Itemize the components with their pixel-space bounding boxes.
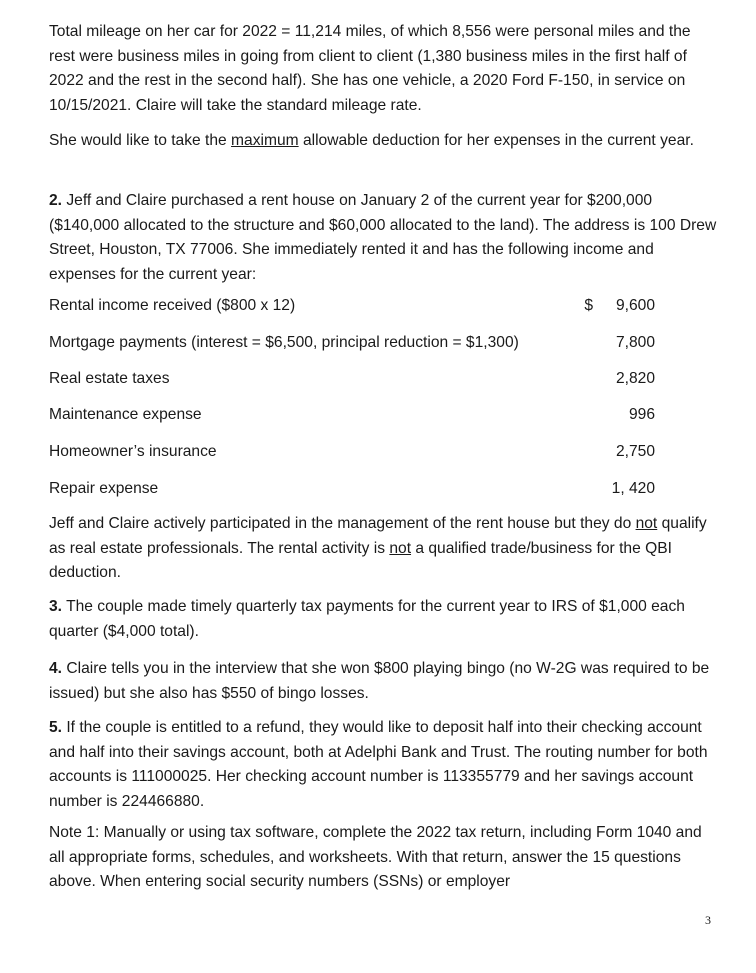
page-number: 3: [705, 913, 711, 927]
item-5-paragraph: [49, 716, 717, 814]
underlined-word: not: [389, 539, 412, 557]
row-amount: 2,820: [615, 370, 655, 387]
row-amount: 7,800: [615, 334, 655, 351]
item-3-paragraph: [49, 595, 717, 644]
table-row: [49, 367, 655, 391]
underlined-word: maximum: [231, 132, 299, 149]
row-amount: 2,750: [615, 443, 655, 460]
row-label: Maintenance expense: [49, 406, 202, 423]
item-number: 5.: [49, 719, 63, 736]
row-label: Repair expense: [49, 480, 159, 497]
table-row: [49, 477, 655, 501]
text-segment: a qualified trade/business for the QBI deduction.: [49, 539, 672, 581]
text-segment: She would like to take the: [49, 132, 232, 149]
row-amount: 1, 420: [611, 480, 655, 497]
note-1-paragraph: Note 1: Manually or using tax software, complete the 2022 tax return, including Form 1040 and all appropriate forms, schedules, and worksheets. With that return, answer the 15 questions above. When entering social security numbers (SSNs) or employer: [49, 824, 702, 890]
row-amount: 996: [628, 406, 655, 423]
text-segment: Jeff and Claire actively participated in the management of the rent house but they do: [49, 515, 636, 532]
row-label: Mortgage payments (interest = $6,500, principal reduction = $1,300): [49, 334, 519, 351]
text-segment: qualify as real estate professionals. The rental activity is: [49, 515, 707, 557]
row-amount: 9,600: [615, 297, 655, 314]
item-text: Claire tells you in the interview that she won $800 playing bingo (no W-2G was required to be issued) but she also has $550 of bingo losses.: [49, 660, 710, 702]
participation-paragraph: [49, 512, 717, 586]
table-row: [49, 294, 655, 318]
mileage-paragraph: Total mileage on her car for 2022 = 11,214 miles, of which 8,556 were personal miles and the rest were business miles in going from client to client (1,380 business miles in the first half of 2022 and the rest in the second half). She has one vehicle, a 2020 Ford F-150, in service on 10/15/2021. Claire will take the standard mileage rate.: [49, 23, 691, 114]
item-number: 4.: [49, 660, 63, 677]
table-row: [49, 440, 655, 464]
text-segment: allowable deduction for her expenses in the current year.: [298, 132, 694, 149]
item-text: The couple made timely quarterly tax payments for the current year to IRS of $1,000 each quarter ($4,000 total).: [49, 598, 685, 640]
item-4-paragraph: [49, 657, 717, 706]
item-text: If the couple is entitled to a refund, they would like to deposit half into their checking account and half into their savings account, both at Adelphi Bank and Trust. The routing number for both accounts is 111000025. Her checking account number is 113355779 and her savings account number is 224466880.: [49, 719, 708, 810]
table-row: [49, 331, 655, 355]
row-label: Real estate taxes: [49, 370, 170, 387]
item-text: Jeff and Claire purchased a rent house on January 2 of the current year for $200,000 ($140,000 allocated to the structure and $60,000 allocated to the land). The address is 100 Drew Street, Houston, TX 77006. She immediately rented it and has the following income and expenses for the current year:: [49, 192, 717, 283]
row-label: Homeowner’s insurance: [49, 443, 217, 460]
table-row: [49, 403, 655, 427]
currency-symbol: $: [584, 297, 593, 314]
maximum-deduction-paragraph: [49, 129, 717, 154]
row-label: Rental income received ($800 x 12): [49, 297, 296, 314]
item-number: 2.: [49, 192, 63, 209]
item-2-paragraph: [49, 189, 717, 287]
underlined-word: not: [635, 515, 658, 532]
item-number: 3.: [49, 598, 63, 615]
